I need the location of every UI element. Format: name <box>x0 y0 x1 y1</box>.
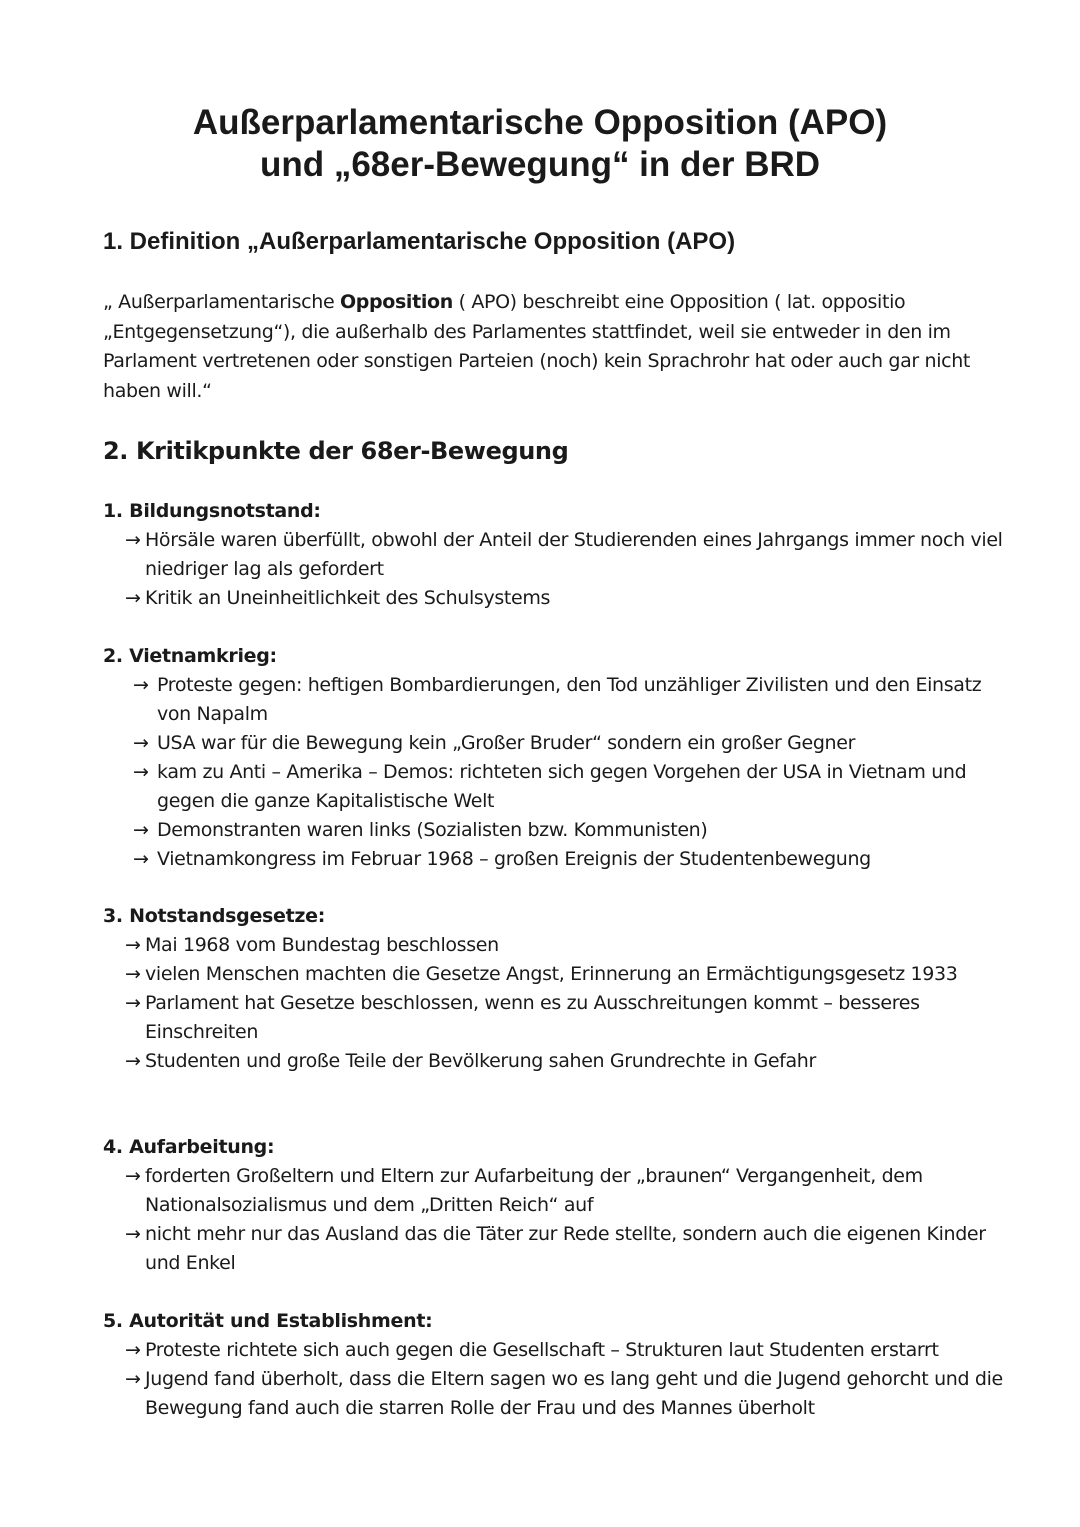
list-item-text: Parlament hat Gesetze beschlossen, wenn es zu Ausschreitungen kommt – besseres Einschreiten <box>145 992 920 1043</box>
list-item <box>103 989 1003 1047</box>
definition-text-end: ( APO) beschreibt eine Opposition ( lat. oppositio „Entgegensetzung“), die außerhalb des Parlamentes stattfindet, weil sie entweder in den im Parlament vertretenen oder sonstigen Parteien (noch) kein Sprachrohr hat oder auch gar nicht haben will.“ <box>103 291 971 402</box>
definition-text-start: „ Außerparlamentarische <box>103 291 340 313</box>
list-item-text: Kritik an Uneinheitlichkeit des Schulsystems <box>145 587 551 609</box>
kritik-heading: 2. Kritikpunkte der 68er-Bewegung <box>103 437 569 465</box>
arrow-right-icon: → <box>125 1368 141 1390</box>
list-item-text: vielen Menschen machten die Gesetze Angst, Erinnerung an Ermächtigungsgesetz 1933 <box>145 963 958 985</box>
list-item <box>103 671 1003 729</box>
arrow-right-icon: → <box>133 732 149 754</box>
list-item-text: Vietnamkongress im Februar 1968 – großen Ereignis der Studentenbewegung <box>157 848 871 870</box>
list-item-text: Proteste richtete sich auch gegen die Gesellschaft – Strukturen laut Studenten erstarrt <box>145 1339 939 1361</box>
list-item <box>103 1365 1003 1423</box>
section-notstandsgesetze <box>103 902 1003 1076</box>
definition-bold-term: Opposition <box>339 291 453 313</box>
section-title: 4. Aufarbeitung: <box>103 1136 275 1158</box>
list-item <box>103 1336 1003 1365</box>
section-bildungsnotstand <box>103 497 1003 613</box>
section-autoritaet-establishment <box>103 1307 1003 1423</box>
arrow-right-icon: → <box>125 1050 141 1072</box>
list-item-text: forderten Großeltern und Eltern zur Aufarbeitung der „braunen“ Vergangenheit, dem Nationalsozialismus und dem „Dritten Reich“ auf <box>145 1165 923 1216</box>
list-item <box>103 758 1003 816</box>
section-title: 3. Notstandsgesetze: <box>103 905 326 927</box>
list-item <box>103 526 1003 584</box>
list-item-text: USA war für die Bewegung kein „Großer Bruder“ sondern ein großer Gegner <box>157 732 856 754</box>
list-item-text: Studenten und große Teile der Bevölkerung sahen Grundrechte in Gefahr <box>145 1050 816 1072</box>
list-item-text: Jugend fand überholt, dass die Eltern sagen wo es lang geht und die Jugend gehorcht und die Bewegung fand auch die starren Rolle der Frau und des Mannes überholt <box>145 1368 1003 1419</box>
document-title <box>0 102 1080 186</box>
title-line-2: und „68er-Bewegung“ in der BRD <box>259 145 821 184</box>
list-item-text: Mai 1968 vom Bundestag beschlossen <box>145 934 499 956</box>
list-item <box>103 729 1003 758</box>
list-item <box>103 931 1003 960</box>
arrow-right-icon: → <box>133 848 149 870</box>
arrow-right-icon: → <box>125 1165 141 1187</box>
list-item <box>103 584 1003 613</box>
definition-text <box>103 288 983 406</box>
arrow-right-icon: → <box>125 963 141 985</box>
list-item-text: Proteste gegen: heftigen Bombardierungen, den Tod unzähliger Zivilisten und den Einsatz von Napalm <box>157 674 982 725</box>
arrow-right-icon: → <box>133 761 149 783</box>
arrow-right-icon: → <box>133 819 149 841</box>
list-item <box>103 960 1003 989</box>
list-item-text: kam zu Anti – Amerika – Demos: richteten sich gegen Vorgehen der USA in Vietnam und gegen die ganze Kapitalistische Welt <box>157 761 967 812</box>
arrow-right-icon: → <box>125 934 141 956</box>
list-item-text: Hörsäle waren überfüllt, obwohl der Anteil der Studierenden eines Jahrgangs immer noch viel niedriger lag als gefordert <box>145 529 1003 580</box>
section-title: 2. Vietnamkrieg: <box>103 645 277 667</box>
arrow-right-icon: → <box>133 674 149 696</box>
list-item <box>103 1047 1003 1076</box>
title-line-1: Außerparlamentarische Opposition (APO) <box>192 103 888 142</box>
section-title: 5. Autorität und Establishment: <box>103 1310 433 1332</box>
arrow-right-icon: → <box>125 1339 141 1361</box>
arrow-right-icon: → <box>125 587 141 609</box>
list-item <box>103 816 1003 845</box>
list-item <box>103 845 1003 874</box>
section-title: 1. Bildungsnotstand: <box>103 500 321 522</box>
arrow-right-icon: → <box>125 992 141 1014</box>
definition-heading: 1. Definition „Außerparlamentarische Opposition (APO) <box>103 228 736 255</box>
section-aufarbeitung <box>103 1133 1003 1278</box>
arrow-right-icon: → <box>125 529 141 551</box>
list-item <box>103 1162 1003 1220</box>
list-item-text: Demonstranten waren links (Sozialisten bzw. Kommunisten) <box>157 819 708 841</box>
list-item <box>103 1220 1003 1278</box>
section-vietnamkrieg <box>103 642 1003 874</box>
list-item-text: nicht mehr nur das Ausland das die Täter zur Rede stellte, sondern auch die eigenen Kinder und Enkel <box>145 1223 986 1274</box>
arrow-right-icon: → <box>125 1223 141 1245</box>
